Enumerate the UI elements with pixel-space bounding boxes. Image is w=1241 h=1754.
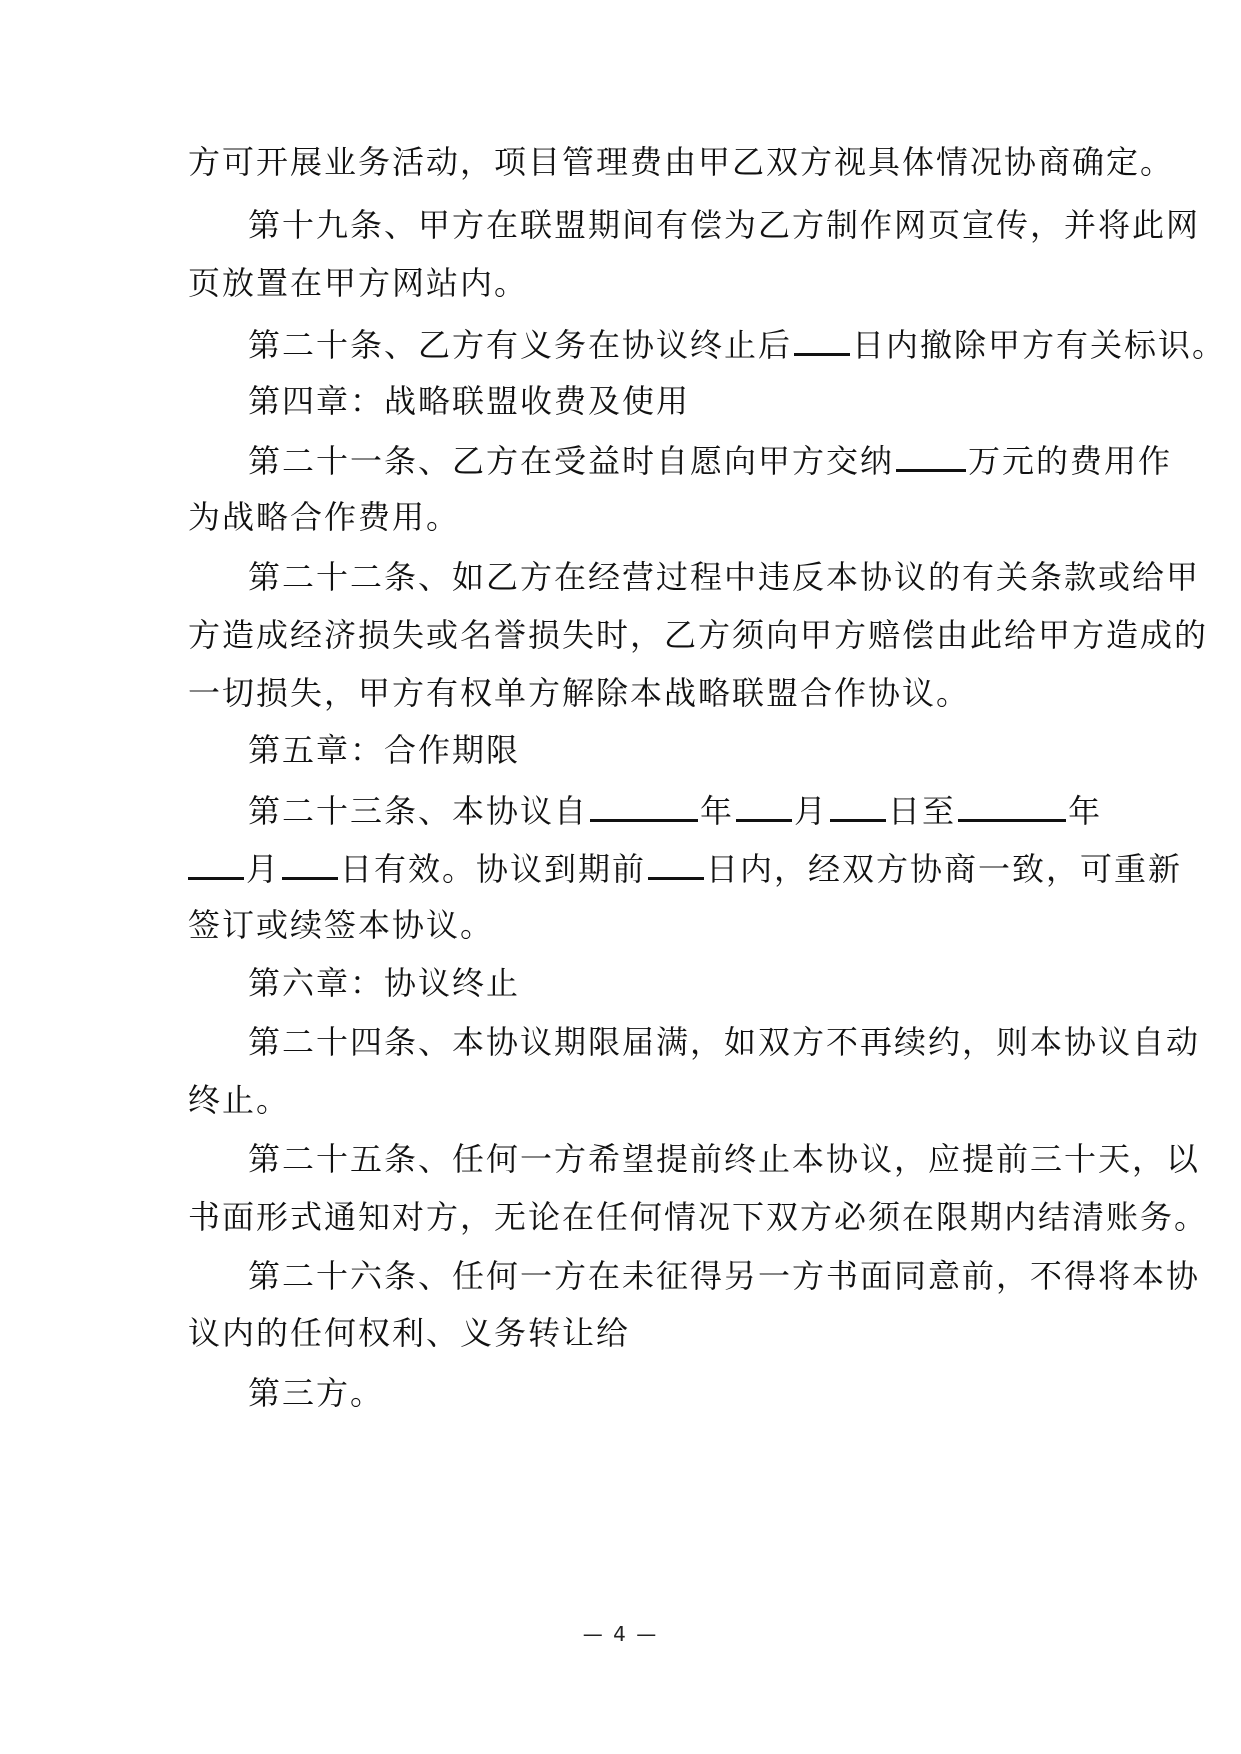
fill-in-blank [794,323,850,356]
fill-in-blank [282,847,338,880]
text: 页放置在甲方网站内。 [188,264,529,302]
text: 书面形式通知对方，无论在任何情况下双方必须在限期内结清账务。 [188,1198,1209,1236]
article-21-line-1 [248,439,1173,481]
text: 方可开展业务活动，项目管理费由甲乙双方视具体情况协商确定。 [188,143,1175,181]
article-22-line-2 [188,615,1209,655]
article-23-line-2 [188,847,1183,889]
text: 第二十条、乙方有义务在协议终止后 [248,326,793,364]
text: 第二十四条、本协议期限届满，如双方不再续约，则本协议自动 [248,1023,1201,1061]
article-23-line-1 [248,789,1103,831]
text: 日内撤除甲方有关标识。 [852,326,1227,364]
text: 月 [246,850,281,888]
text: 第三方。 [248,1374,385,1412]
fill-in-blank [648,847,704,880]
article-20 [248,323,1227,365]
article-26-line-2 [188,1313,1068,1353]
text: 签订或续签本协议。 [188,906,495,944]
chapter-5-heading [248,730,1068,770]
text: 一切损失，甲方有权单方解除本战略联盟合作协议。 [188,674,971,712]
text: 年 [1068,792,1103,830]
text: 第六章：协议终止 [248,964,521,1002]
fill-in-blank [736,789,792,822]
text: 第二十六条、任何一方在未征得另一方书面同意前，不得将本协 [248,1257,1201,1295]
fill-in-blank [188,847,244,880]
article-25-line-2 [188,1197,1209,1237]
text: 终止。 [188,1081,291,1119]
chapter-6-heading [248,963,1068,1003]
paragraph-line [188,142,1175,182]
article-24-line-2 [188,1080,1068,1120]
article-21-line-2 [188,497,1068,537]
chapter-4-heading [248,381,1068,421]
fill-in-blank [590,789,698,822]
article-24-line-1 [248,1022,1201,1062]
fill-in-blank [958,789,1066,822]
text: 方造成经济损失或名誉损失时，乙方须向甲方赔偿由此给甲方造成的 [188,616,1209,654]
text: 日内，经双方协商一致，可重新 [706,850,1183,888]
fill-in-blank [830,789,886,822]
text: 年 [700,792,735,830]
text: 议内的任何权利、义务转让给 [188,1314,631,1352]
text: 第二十二条、如乙方在经营过程中违反本协议的有关条款或给甲 [248,558,1201,596]
article-25-line-1 [248,1139,1201,1179]
article-23-line-3 [188,905,1068,945]
text: 第五章：合作期限 [248,731,521,769]
article-26-line-3 [248,1373,1068,1413]
text: 日至 [888,792,957,830]
article-22-line-3 [188,673,1068,713]
text: 第二十三条、本协议自 [248,792,589,830]
text: 第二十一条、乙方在受益时自愿向甲方交纳 [248,442,895,480]
text: 万元的费用作 [968,442,1173,480]
text: 第四章：战略联盟收费及使用 [248,382,691,420]
article-19-line-1 [248,205,1201,245]
text: 日有效。协议到期前 [340,850,647,888]
text: 第二十五条、任何一方希望提前终止本协议，应提前三十天，以 [248,1140,1201,1178]
page-number: — 4 — [582,1622,659,1646]
article-22-line-1 [248,557,1201,597]
fill-in-blank [896,439,966,472]
article-19-line-2 [188,263,1068,303]
article-26-line-1 [248,1256,1201,1296]
text: 第十九条、甲方在联盟期间有偿为乙方制作网页宣传，并将此网 [248,206,1201,244]
text: 月 [794,792,829,830]
text: 为战略合作费用。 [188,498,461,536]
